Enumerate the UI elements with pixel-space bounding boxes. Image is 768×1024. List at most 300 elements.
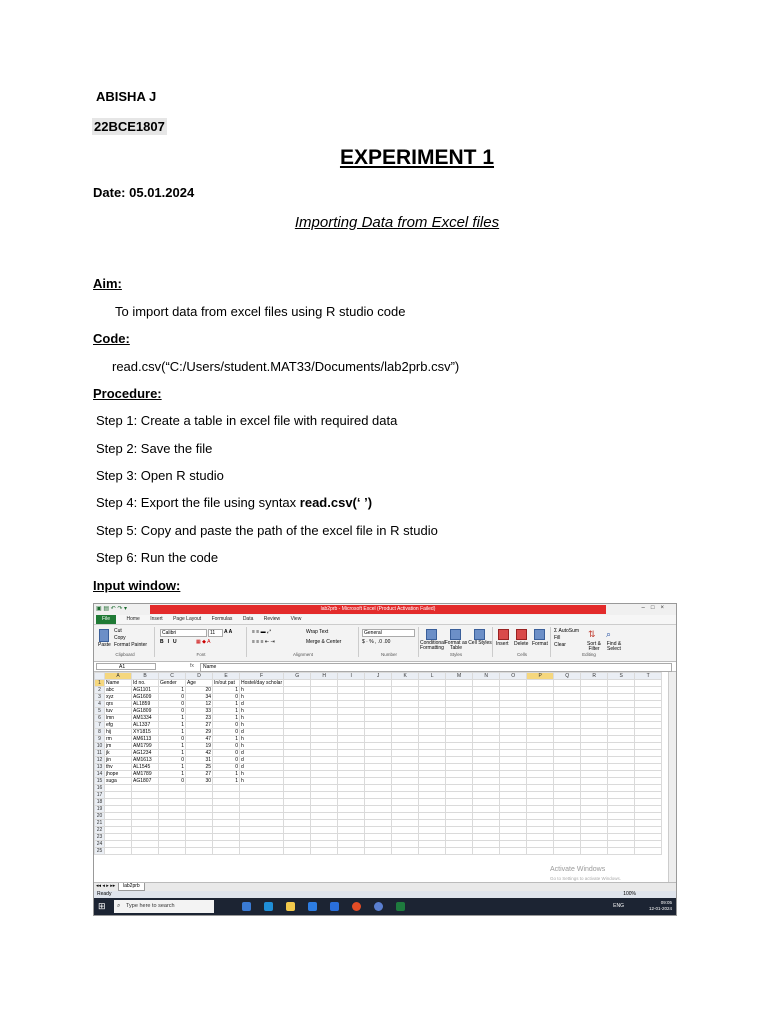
select-all-corner[interactable] [95, 673, 105, 680]
cell[interactable] [581, 799, 608, 806]
cell[interactable]: xyz [105, 694, 132, 701]
cell[interactable] [338, 750, 365, 757]
cell[interactable] [365, 750, 392, 757]
cell[interactable] [338, 701, 365, 708]
cell[interactable]: AM6113 [132, 736, 159, 743]
cell[interactable] [419, 687, 446, 694]
cell[interactable] [213, 841, 240, 848]
cell[interactable] [635, 715, 662, 722]
cell[interactable] [338, 743, 365, 750]
cell[interactable] [446, 736, 473, 743]
cell[interactable] [581, 729, 608, 736]
cell[interactable]: 23 [186, 715, 213, 722]
cell[interactable] [365, 834, 392, 841]
cell[interactable] [419, 750, 446, 757]
cell[interactable] [446, 771, 473, 778]
cell[interactable] [365, 764, 392, 771]
cell[interactable] [500, 841, 527, 848]
cell[interactable] [446, 715, 473, 722]
cell[interactable]: 0 [213, 722, 240, 729]
cell[interactable] [473, 729, 500, 736]
cell[interactable] [446, 820, 473, 827]
cell[interactable] [105, 820, 132, 827]
cell[interactable] [554, 806, 581, 813]
cell[interactable]: hij [105, 729, 132, 736]
row-number[interactable]: 24 [95, 841, 105, 848]
cell[interactable] [554, 764, 581, 771]
cell[interactable] [554, 750, 581, 757]
cell[interactable] [105, 806, 132, 813]
cell[interactable] [311, 722, 338, 729]
cell[interactable] [186, 827, 213, 834]
cell[interactable] [132, 785, 159, 792]
cell[interactable] [500, 834, 527, 841]
cell[interactable] [446, 827, 473, 834]
cell[interactable] [240, 848, 284, 855]
row-number[interactable]: 23 [95, 834, 105, 841]
cell[interactable] [213, 848, 240, 855]
cell[interactable] [213, 806, 240, 813]
cell[interactable] [284, 813, 311, 820]
cell[interactable] [284, 694, 311, 701]
cell[interactable] [581, 743, 608, 750]
cell[interactable] [419, 680, 446, 687]
cell[interactable] [338, 771, 365, 778]
cell[interactable] [554, 813, 581, 820]
cell[interactable] [365, 743, 392, 750]
cell[interactable] [311, 834, 338, 841]
cell[interactable] [311, 743, 338, 750]
cell[interactable] [500, 743, 527, 750]
cell[interactable] [159, 785, 186, 792]
cell[interactable] [527, 771, 554, 778]
cell[interactable] [500, 750, 527, 757]
cell[interactable] [500, 757, 527, 764]
cell[interactable] [554, 680, 581, 687]
cell[interactable] [419, 806, 446, 813]
cell[interactable]: 0 [213, 757, 240, 764]
cell[interactable] [213, 792, 240, 799]
cell[interactable] [105, 827, 132, 834]
cell[interactable] [527, 715, 554, 722]
cell[interactable] [338, 848, 365, 855]
cell[interactable]: h [240, 687, 284, 694]
cell[interactable]: 1 [213, 778, 240, 785]
cell[interactable] [419, 820, 446, 827]
chrome-icon[interactable] [352, 902, 361, 911]
cell[interactable] [419, 778, 446, 785]
cell[interactable] [527, 743, 554, 750]
column-header-d[interactable]: D [186, 673, 213, 680]
cell[interactable]: AM1789 [132, 771, 159, 778]
cell[interactable] [186, 792, 213, 799]
row-number[interactable]: 6 [95, 715, 105, 722]
column-header-s[interactable]: S [608, 673, 635, 680]
cell[interactable] [608, 701, 635, 708]
cell[interactable] [581, 820, 608, 827]
cell[interactable]: AL1859 [132, 701, 159, 708]
app-icon[interactable] [374, 902, 383, 911]
cell[interactable] [186, 806, 213, 813]
cell[interactable] [392, 680, 419, 687]
row-number[interactable]: 18 [95, 799, 105, 806]
cell[interactable] [419, 841, 446, 848]
cell[interactable] [132, 813, 159, 820]
cell[interactable] [338, 687, 365, 694]
cell[interactable]: 1 [159, 729, 186, 736]
cell[interactable] [132, 841, 159, 848]
cell[interactable] [392, 778, 419, 785]
cell[interactable] [500, 799, 527, 806]
cell[interactable] [446, 813, 473, 820]
cell[interactable] [284, 722, 311, 729]
cell[interactable] [608, 813, 635, 820]
cell[interactable] [500, 701, 527, 708]
cell[interactable] [338, 820, 365, 827]
cell[interactable] [284, 820, 311, 827]
cell[interactable] [159, 806, 186, 813]
cell[interactable] [240, 827, 284, 834]
cell[interactable]: d [240, 750, 284, 757]
windows-start-icon[interactable]: ⊞ [98, 901, 106, 911]
row-number[interactable]: 4 [95, 701, 105, 708]
cell[interactable]: AL1545 [132, 764, 159, 771]
cell[interactable] [473, 757, 500, 764]
cell[interactable]: 30 [186, 778, 213, 785]
taskbar-search[interactable] [114, 900, 214, 913]
cell[interactable]: d [240, 757, 284, 764]
cell[interactable]: efg [105, 722, 132, 729]
cell[interactable]: 1 [213, 708, 240, 715]
cell[interactable]: XY1815 [132, 729, 159, 736]
cell[interactable] [527, 792, 554, 799]
cell[interactable] [132, 806, 159, 813]
cell[interactable] [473, 750, 500, 757]
cell[interactable] [446, 680, 473, 687]
cell[interactable] [105, 841, 132, 848]
cell[interactable]: AG1101 [132, 687, 159, 694]
format-painter-button[interactable]: Format Painter [114, 642, 148, 648]
excel-taskbar-icon[interactable] [396, 902, 405, 911]
cell[interactable] [419, 701, 446, 708]
cell[interactable] [311, 729, 338, 736]
cell[interactable] [446, 841, 473, 848]
cell[interactable] [311, 827, 338, 834]
cell[interactable] [365, 694, 392, 701]
currency-percent-icons[interactable]: $ · % , .0 .00 [362, 639, 391, 645]
cell[interactable] [446, 757, 473, 764]
cell[interactable]: 47 [186, 736, 213, 743]
cell[interactable]: Hostel/day scholar [241, 680, 283, 686]
cell[interactable] [365, 820, 392, 827]
cell[interactable] [635, 827, 662, 834]
row-number[interactable]: 8 [95, 729, 105, 736]
cell[interactable] [392, 764, 419, 771]
cell[interactable] [635, 743, 662, 750]
cell[interactable] [473, 743, 500, 750]
fill-button[interactable]: Fill [554, 635, 561, 641]
cell[interactable] [527, 813, 554, 820]
cell[interactable] [608, 743, 635, 750]
cell[interactable] [284, 708, 311, 715]
cell[interactable] [284, 806, 311, 813]
cell[interactable] [608, 757, 635, 764]
cell[interactable] [419, 764, 446, 771]
cell[interactable] [554, 785, 581, 792]
cell[interactable]: AM1334 [132, 715, 159, 722]
fx-icon[interactable]: fx [190, 663, 194, 669]
cell[interactable]: AM1799 [132, 743, 159, 750]
cell[interactable] [338, 708, 365, 715]
cell[interactable]: tuv [105, 708, 132, 715]
cell[interactable] [311, 764, 338, 771]
cell[interactable]: d [240, 729, 284, 736]
font-color-icon[interactable]: ▦ ◆ A [196, 639, 211, 645]
cell[interactable] [635, 841, 662, 848]
cell[interactable] [581, 701, 608, 708]
cell[interactable] [635, 757, 662, 764]
cell[interactable] [132, 827, 159, 834]
cell[interactable]: 25 [186, 764, 213, 771]
cell[interactable] [527, 820, 554, 827]
cell[interactable] [311, 708, 338, 715]
cell[interactable] [392, 687, 419, 694]
cell[interactable] [392, 771, 419, 778]
copy-button[interactable]: Copy [114, 635, 126, 641]
cell[interactable] [240, 806, 284, 813]
cut-button[interactable]: Cut [114, 628, 122, 634]
cell[interactable]: AG1807 [132, 778, 159, 785]
cell[interactable] [608, 827, 635, 834]
cell[interactable] [240, 792, 284, 799]
cell[interactable] [419, 743, 446, 750]
cell-styles-icon[interactable] [474, 629, 485, 640]
cell[interactable]: 1 [159, 722, 186, 729]
cell[interactable] [159, 813, 186, 820]
cell[interactable] [392, 841, 419, 848]
cell[interactable] [635, 736, 662, 743]
row-number[interactable]: 17 [95, 792, 105, 799]
cell[interactable]: jk [105, 750, 132, 757]
edge-icon[interactable] [264, 902, 273, 911]
merge-center-button[interactable]: Merge & Center [306, 639, 342, 645]
cell[interactable] [365, 687, 392, 694]
format-cells-icon[interactable] [534, 629, 545, 640]
cell[interactable] [635, 701, 662, 708]
cell[interactable] [105, 834, 132, 841]
cell[interactable] [419, 757, 446, 764]
cell[interactable]: h [240, 694, 284, 701]
cell[interactable] [635, 680, 662, 687]
cell[interactable] [365, 813, 392, 820]
cell[interactable] [635, 785, 662, 792]
row-number[interactable]: 11 [95, 750, 105, 757]
number-format-select[interactable]: General [362, 629, 415, 637]
cell[interactable] [365, 757, 392, 764]
cell[interactable] [608, 834, 635, 841]
cell[interactable] [608, 848, 635, 855]
cell[interactable] [527, 680, 554, 687]
cell[interactable] [608, 785, 635, 792]
cell[interactable]: 0 [159, 708, 186, 715]
cell[interactable] [500, 771, 527, 778]
cell[interactable] [365, 680, 392, 687]
cell[interactable] [500, 806, 527, 813]
cell[interactable] [159, 792, 186, 799]
cell[interactable] [446, 778, 473, 785]
cell[interactable]: 42 [186, 750, 213, 757]
menu-review[interactable]: Review [263, 616, 281, 622]
sheet-tab-lab2prb[interactable]: lab2prb [118, 883, 145, 891]
cell[interactable] [186, 820, 213, 827]
cell[interactable]: h [240, 708, 284, 715]
cell[interactable] [338, 694, 365, 701]
cell[interactable] [635, 792, 662, 799]
spreadsheet-grid[interactable] [94, 672, 668, 855]
cell[interactable] [446, 708, 473, 715]
cell[interactable] [419, 834, 446, 841]
cell[interactable] [446, 792, 473, 799]
cell[interactable] [392, 743, 419, 750]
cell[interactable] [446, 848, 473, 855]
cell[interactable] [284, 841, 311, 848]
cell[interactable]: 1 [159, 715, 186, 722]
menu-home[interactable]: Home [126, 616, 140, 622]
cell[interactable]: AL1337 [132, 722, 159, 729]
cell[interactable] [473, 841, 500, 848]
cell[interactable]: 1 [159, 687, 186, 694]
cell[interactable]: h [240, 778, 284, 785]
cell[interactable] [500, 848, 527, 855]
cell[interactable]: 0 [213, 750, 240, 757]
cell[interactable] [311, 806, 338, 813]
cell[interactable]: abc [105, 687, 132, 694]
bold-italic-underline-icon[interactable]: BIU [160, 639, 181, 645]
row-number[interactable]: 13 [95, 764, 105, 771]
cell[interactable] [446, 694, 473, 701]
cell[interactable] [338, 736, 365, 743]
cell[interactable] [159, 827, 186, 834]
cell[interactable] [554, 708, 581, 715]
cell[interactable]: 33 [186, 708, 213, 715]
cell[interactable] [284, 848, 311, 855]
cell[interactable] [284, 687, 311, 694]
cell[interactable] [635, 771, 662, 778]
cell[interactable] [581, 806, 608, 813]
row-number[interactable]: 22 [95, 827, 105, 834]
cell[interactable] [159, 834, 186, 841]
cell[interactable] [105, 799, 132, 806]
row-number[interactable]: 12 [95, 757, 105, 764]
cell[interactable] [473, 694, 500, 701]
cell[interactable] [446, 764, 473, 771]
cell[interactable] [240, 813, 284, 820]
cell[interactable] [500, 729, 527, 736]
cell[interactable] [392, 736, 419, 743]
cell[interactable] [311, 813, 338, 820]
cell[interactable]: 0 [213, 743, 240, 750]
row-number[interactable]: 14 [95, 771, 105, 778]
cell[interactable] [635, 813, 662, 820]
menu-page-layout[interactable]: Page Layout [173, 616, 202, 622]
cell[interactable]: 27 [186, 771, 213, 778]
cell[interactable] [365, 771, 392, 778]
cell[interactable] [446, 806, 473, 813]
cell[interactable] [500, 792, 527, 799]
font-size-select[interactable]: 11 [208, 629, 223, 637]
cell[interactable] [608, 680, 635, 687]
column-header-h[interactable]: H [311, 673, 338, 680]
cell[interactable]: 0 [159, 757, 186, 764]
cell[interactable] [338, 680, 365, 687]
cell[interactable] [365, 736, 392, 743]
cell[interactable] [473, 827, 500, 834]
cell[interactable] [284, 729, 311, 736]
cell[interactable] [392, 715, 419, 722]
cell[interactable]: 19 [186, 743, 213, 750]
cell[interactable]: AG1809 [132, 708, 159, 715]
font-name-select[interactable]: Calibri [160, 629, 207, 637]
vertical-scrollbar[interactable] [668, 672, 676, 890]
cell[interactable] [365, 701, 392, 708]
cell[interactable] [311, 750, 338, 757]
cell[interactable] [527, 729, 554, 736]
cell[interactable] [608, 715, 635, 722]
cell[interactable]: 1 [159, 771, 186, 778]
cell[interactable] [581, 848, 608, 855]
cell[interactable] [365, 708, 392, 715]
cell[interactable]: 1 [159, 743, 186, 750]
column-header-g[interactable]: G [284, 673, 311, 680]
cell[interactable] [608, 722, 635, 729]
cell[interactable] [392, 827, 419, 834]
cell[interactable] [392, 757, 419, 764]
menu-data[interactable]: Data [242, 616, 254, 622]
cell[interactable]: 0 [159, 736, 186, 743]
cell[interactable] [105, 792, 132, 799]
conditional-formatting-icon[interactable] [426, 629, 437, 640]
cell[interactable] [473, 736, 500, 743]
cell[interactable] [311, 715, 338, 722]
cell[interactable] [284, 771, 311, 778]
cell[interactable] [419, 792, 446, 799]
cell[interactable] [311, 841, 338, 848]
cell[interactable] [473, 806, 500, 813]
cell[interactable] [213, 820, 240, 827]
grow-font-icon[interactable]: A A [224, 629, 233, 635]
cell[interactable] [608, 694, 635, 701]
cell[interactable] [132, 834, 159, 841]
cell[interactable] [240, 834, 284, 841]
sheet-nav-arrows-icon[interactable]: ◂◂ ◂ ▸ ▸▸ [96, 883, 116, 889]
cell[interactable] [284, 715, 311, 722]
cell[interactable] [338, 729, 365, 736]
cell[interactable] [500, 708, 527, 715]
cell[interactable] [284, 736, 311, 743]
cell[interactable] [311, 785, 338, 792]
cell[interactable] [581, 764, 608, 771]
cell[interactable]: 1 [159, 764, 186, 771]
cell[interactable] [554, 687, 581, 694]
cell[interactable] [500, 785, 527, 792]
cell[interactable] [311, 757, 338, 764]
cell[interactable] [446, 799, 473, 806]
column-header-q[interactable]: Q [554, 673, 581, 680]
cell[interactable] [132, 820, 159, 827]
cell[interactable] [284, 799, 311, 806]
cell[interactable] [365, 778, 392, 785]
cell[interactable]: AG1234 [132, 750, 159, 757]
